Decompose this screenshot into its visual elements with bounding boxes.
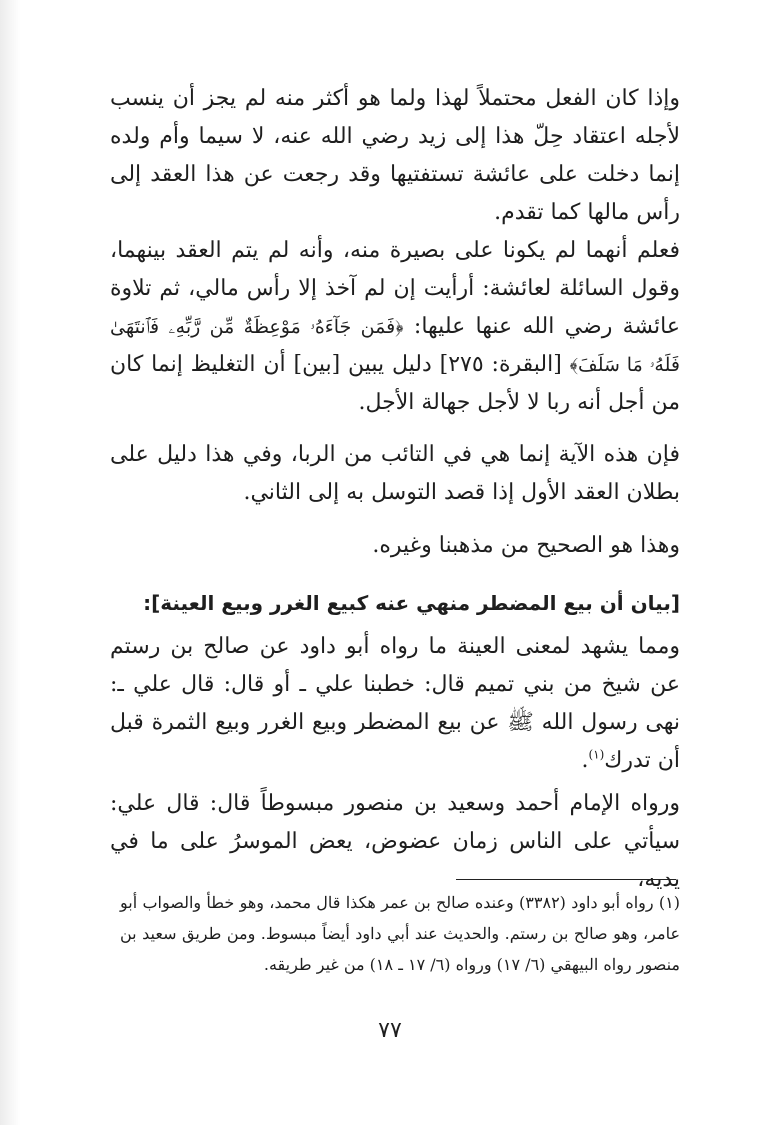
footnote-reference[interactable]: (١) — [588, 747, 605, 762]
footnote-1: (١) رواه أبو داود (٣٣٨٢) وعنده صالح بن عمر هكذا قال محمد، وهو خطأ والصواب أبو عامر، وهو صالح بن رستم. والحديث عند أبي داود أيضاً مبسوط. ومن طريق سعيد بن منصور رواه البيهقي (٦/ ١٧) ورواه (٦/ ١٧ ـ ١٨) من غير طريقه. — [120, 893, 681, 974]
paragraph-5 — [110, 628, 680, 780]
paragraph-2 — [110, 232, 680, 422]
page-number: ٧٧ — [378, 1018, 402, 1043]
paragraph-2-continuation: [البقرة: ٢٧٥] دليل يبين [بين] أن التغليظ إنما كان من أجل أنه ربا لا لأجل جهالة الأجل. — [110, 352, 680, 415]
paragraph-6: ورواه الإمام أحمد وسعيد بن منصور مبسوطاً قال: قال علي: سيأتي على الناس زمان عضوض، يعض الموسرُ على ما في يديه، — [110, 791, 680, 892]
paragraph-1: وإذا كان الفعل محتملاً لهذا ولما هو أكثر منه لم يجز أن ينسب لأجله اعتقاد حِلّ هذا إلى زيد رضي الله عنه، لا سيما وأم ولده إنما دخلت على عائشة تستفتيها وقد رجعت عن هذا العقد إلى رأس مالها كما تقدم. — [110, 86, 680, 225]
scan-shadow-edge — [0, 0, 20, 1125]
paragraph-5-period: . — [581, 748, 589, 773]
footnote-separator — [456, 879, 676, 880]
quran-verse: ﴿فَمَن جَآءَهُۥ مَوْعِظَةٌ مِّن رَّبِّهِۦ فَٱنتَهَىٰ فَلَهُۥ مَا سَلَفَ﴾ — [110, 316, 680, 376]
paragraph-3: فإن هذه الآية إنما هي في التائب من الربا، وفي هذا دليل على بطلان العقد الأول إذا قصد التوسل به إلى الثاني. — [110, 442, 680, 505]
section-heading: [بيان أن بيع المضطر منهي عنه كبيع الغرر وبيع العينة]: — [143, 591, 680, 615]
paragraph-2-text: فعلم أنهما لم يكونا على بصيرة منه، وأنه لم يتم العقد بينهما، وقول السائلة لعائشة: أرأيت إن لم آخذ إلا رأس مالي، ثم تلاوة عائشة رضي الله عنها عليها: — [110, 238, 681, 339]
paragraph-4: وهذا هو الصحيح من مذهبنا وغيره. — [372, 533, 680, 558]
paragraph-5-text: ومما يشهد لمعنى العينة ما رواه أبو داود عن صالح بن رستم عن شيخ من بني تميم قال: خطبنا علي ـ أو قال: قال علي ـ: نهى رسول الله ﷺ عن بيع المضطر وبيع الغرر وبيع الثمرة قبل أن تدرك — [110, 634, 680, 773]
